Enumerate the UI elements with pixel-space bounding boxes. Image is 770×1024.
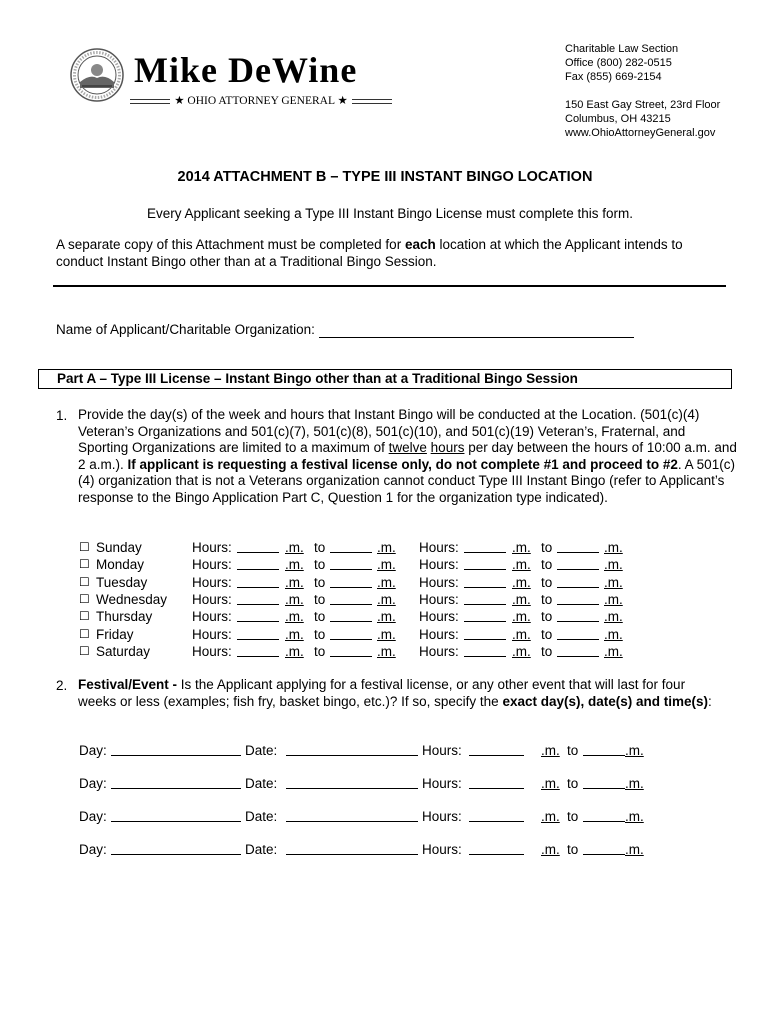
- to-label: to: [314, 574, 326, 590]
- hours-second-end-field[interactable]: [557, 626, 599, 640]
- separate-copy-after: location at which the Applicant intends to conduct Instant Bingo other than at a Traditional Bingo Session.: [56, 237, 683, 269]
- hours-first-start-field[interactable]: [237, 556, 279, 570]
- hours-second-end-field[interactable]: [557, 574, 599, 588]
- applicant-row: [56, 321, 634, 338]
- hours-second-start-field[interactable]: [464, 556, 506, 570]
- applicant-name-field[interactable]: [319, 323, 634, 338]
- item1-number: 1.: [56, 408, 68, 423]
- part-a-heading: Part A – Type III License – Instant Bingo other than at a Traditional Bingo Session: [38, 369, 732, 389]
- item2-body: Is the Applicant applying for a festival license, or any other event that will last for four weeks or less (examples; fish fry, basket bingo, etc.)? If so, specify the: [78, 677, 686, 709]
- event-date-field[interactable]: [286, 742, 418, 756]
- meridiem-label: .m.: [377, 626, 396, 642]
- meridiem-label: .m.: [377, 609, 396, 625]
- event-start-field[interactable]: [469, 742, 524, 756]
- day-label: Day:: [79, 776, 107, 791]
- date-label: Date:: [245, 743, 278, 758]
- hours-label: Hours:: [419, 609, 459, 625]
- to-label: to: [567, 809, 579, 824]
- event-end-field[interactable]: [583, 808, 625, 822]
- meridiem-label: .m.: [285, 609, 304, 625]
- day-label: Day:: [79, 842, 107, 857]
- to-label: to: [541, 591, 553, 607]
- day-row: [79, 556, 679, 573]
- day-label: Day:: [79, 809, 107, 824]
- hours-label: Hours:: [419, 626, 459, 642]
- date-label: Date:: [245, 842, 278, 857]
- meridiem-label: .m.: [625, 809, 644, 824]
- ohio-seal-icon: [70, 48, 124, 102]
- meridiem-label: .m.: [604, 557, 623, 573]
- meridiem-label: .m.: [604, 574, 623, 590]
- hours-second-start-field[interactable]: [464, 626, 506, 640]
- event-date-field[interactable]: [286, 775, 418, 789]
- hours-second-end-field[interactable]: [557, 591, 599, 605]
- meridiem-label: .m.: [377, 643, 396, 659]
- meridiem-label: .m.: [285, 643, 304, 659]
- contact-line: Office (800) 282-0515: [565, 57, 672, 69]
- event-start-field[interactable]: [469, 808, 524, 822]
- day-label: Thursday: [96, 609, 153, 625]
- meridiem-label: .m.: [625, 842, 644, 857]
- event-day-field[interactable]: [111, 775, 241, 789]
- hours-label: Hours:: [422, 776, 462, 791]
- day-checkbox[interactable]: ☐: [79, 557, 90, 572]
- day-row: [79, 539, 679, 556]
- hours-label: Hours:: [419, 643, 459, 659]
- item1-text-b: per day between the hours of 10:00 a.m. and 2 a.m.).: [78, 440, 737, 472]
- day-row: [79, 574, 679, 591]
- to-label: to: [314, 591, 326, 607]
- meridiem-label: .m.: [541, 743, 560, 758]
- contact-line: [565, 84, 720, 98]
- form-title: 2014 ATTACHMENT B – TYPE III INSTANT BINGO LOCATION: [177, 169, 593, 185]
- to-label: to: [567, 842, 579, 857]
- day-row: [79, 626, 679, 643]
- item2-number: 2.: [56, 678, 68, 693]
- item2-bold-tail: exact day(s), date(s) and time(s): [502, 693, 708, 709]
- to-label: to: [541, 626, 553, 642]
- item1-text-c: . A 501(c)(4) organization that is not a Veterans organization cannot conduct Type III Instant Bingo (refer to Applicant’s response to the Bingo Application Part C, Question 1 for the organization type indicated).: [78, 456, 735, 505]
- meridiem-label: .m.: [625, 743, 644, 758]
- to-label: to: [314, 643, 326, 659]
- hours-first-end-field[interactable]: [330, 574, 372, 588]
- day-checkbox[interactable]: ☐: [79, 609, 90, 624]
- to-label: to: [567, 776, 579, 791]
- logo-rule-right: [352, 99, 392, 104]
- intro-text: Every Applicant seeking a Type III Instant Bingo License must complete this form.: [147, 206, 633, 221]
- hours-label: Hours:: [192, 574, 232, 590]
- hours-label: Hours:: [419, 557, 459, 573]
- meridiem-label: .m.: [512, 574, 531, 590]
- item1-bold: If applicant is requesting a festival license only, do not complete #1 and proceed to #2: [127, 456, 678, 472]
- logo-subtitle: [130, 94, 392, 108]
- day-checkbox[interactable]: ☐: [79, 643, 90, 658]
- meridiem-label: .m.: [377, 574, 396, 590]
- item1-text-a: Provide the day(s) of the week and hours that Instant Bingo will be conducted at the Location. (501(c)(4) Veteran’s Organizations and 501(c)(7), 501(c)(8), 501(c)(10), and 501(c)(19) Veteran’s, Fraternal, and Sporting Organizations are limited to a maximum of: [78, 407, 700, 455]
- meridiem-label: .m.: [604, 540, 623, 555]
- hours-label: Hours:: [192, 557, 232, 573]
- meridiem-label: .m.: [285, 574, 304, 590]
- hours-second-start-field[interactable]: [464, 574, 506, 588]
- hours-first-end-field[interactable]: [330, 643, 372, 657]
- hours-first-start-field[interactable]: [237, 643, 279, 657]
- event-date-field[interactable]: [286, 841, 418, 855]
- separate-copy-before: A separate copy of this Attachment must be completed for: [56, 237, 405, 252]
- meridiem-label: .m.: [541, 776, 560, 791]
- event-start-field[interactable]: [469, 775, 524, 789]
- separate-copy-text: [56, 236, 716, 270]
- to-label: to: [541, 557, 553, 573]
- event-date-field[interactable]: [286, 808, 418, 822]
- hours-label: Hours:: [192, 540, 232, 555]
- meridiem-label: .m.: [541, 809, 560, 824]
- hours-second-start-field[interactable]: [464, 643, 506, 657]
- day-label: Tuesday: [96, 574, 148, 590]
- to-label: to: [314, 557, 326, 573]
- meridiem-label: .m.: [512, 540, 531, 555]
- hours-first-start-field[interactable]: [237, 608, 279, 622]
- to-label: to: [314, 626, 326, 642]
- applicant-label: Name of Applicant/Charitable Organization:: [56, 322, 315, 337]
- day-label: Wednesday: [96, 591, 168, 607]
- day-label: Day:: [79, 743, 107, 758]
- hours-first-start-field[interactable]: [237, 591, 279, 605]
- hours-label: Hours:: [419, 540, 459, 555]
- item2-text: [78, 677, 718, 710]
- hours-second-end-field[interactable]: [557, 556, 599, 570]
- meridiem-label: .m.: [541, 842, 560, 857]
- day-label: Friday: [96, 626, 134, 642]
- logo-rule-left: [130, 99, 170, 104]
- day-label: Saturday: [96, 643, 151, 659]
- day-checkbox[interactable]: ☐: [79, 626, 90, 641]
- event-row: [79, 841, 679, 858]
- date-label: Date:: [245, 809, 278, 824]
- event-end-field[interactable]: [583, 742, 625, 756]
- logo-subtitle-text: ★ OHIO ATTORNEY GENERAL ★: [174, 95, 348, 107]
- event-start-field[interactable]: [469, 841, 524, 855]
- event-day-field[interactable]: [111, 808, 241, 822]
- hours-first-end-field[interactable]: [330, 608, 372, 622]
- contact-line: Columbus, OH 43215: [565, 113, 671, 125]
- meridiem-label: .m.: [604, 643, 623, 659]
- meridiem-label: .m.: [285, 557, 304, 573]
- hours-label: Hours:: [192, 626, 232, 642]
- hours-first-end-field[interactable]: [330, 556, 372, 570]
- day-row: [79, 643, 679, 660]
- contact-link[interactable]: www.OhioAttorneyGeneral.gov: [565, 127, 716, 139]
- meridiem-label: .m.: [604, 609, 623, 625]
- item1-twelve: twelve: [388, 440, 427, 455]
- to-label: to: [314, 540, 326, 555]
- meridiem-label: .m.: [512, 591, 531, 607]
- logo-name: Mike DeWine: [134, 50, 358, 90]
- event-end-field[interactable]: [583, 775, 625, 789]
- hours-first-start-field[interactable]: [237, 626, 279, 640]
- to-label: to: [541, 574, 553, 590]
- day-label: Sunday: [96, 540, 142, 555]
- meridiem-label: .m.: [512, 557, 531, 573]
- contact-block: [565, 42, 720, 140]
- contact-line: Charitable Law Section: [565, 43, 679, 55]
- to-label: to: [314, 609, 326, 625]
- hours-first-start-field[interactable]: [237, 539, 279, 553]
- hours-first-end-field[interactable]: [330, 626, 372, 640]
- event-row: [79, 742, 679, 759]
- to-label: to: [541, 643, 553, 659]
- meridiem-label: .m.: [285, 540, 304, 555]
- event-row: [79, 808, 679, 825]
- to-label: to: [567, 743, 579, 758]
- hours-label: Hours:: [419, 591, 459, 607]
- hours-second-end-field[interactable]: [557, 643, 599, 657]
- separate-copy-bold: each: [404, 237, 436, 252]
- day-row: [79, 591, 679, 608]
- item1-text: [78, 407, 738, 506]
- meridiem-label: .m.: [285, 626, 304, 642]
- meridiem-label: .m.: [604, 626, 623, 642]
- meridiem-label: .m.: [377, 540, 396, 555]
- contact-line: 150 East Gay Street, 23rd Floor: [565, 99, 721, 111]
- hours-second-start-field[interactable]: [464, 591, 506, 605]
- event-row: [79, 775, 679, 792]
- hours-label: Hours:: [192, 591, 232, 607]
- to-label: to: [541, 609, 553, 625]
- meridiem-label: .m.: [377, 557, 396, 573]
- hours-label: Hours:: [422, 842, 462, 857]
- hours-first-start-field[interactable]: [237, 574, 279, 588]
- meridiem-label: .m.: [285, 591, 304, 607]
- hours-label: Hours:: [192, 643, 232, 659]
- to-label: to: [541, 540, 553, 555]
- item1-hours: hours: [430, 440, 465, 455]
- hours-label: Hours:: [422, 809, 462, 824]
- meridiem-label: .m.: [604, 591, 623, 607]
- date-label: Date:: [245, 776, 278, 791]
- day-checkbox[interactable]: ☐: [79, 540, 90, 554]
- meridiem-label: .m.: [377, 591, 396, 607]
- hours-label: Hours:: [422, 743, 462, 758]
- day-row: [79, 608, 679, 625]
- divider: [53, 285, 726, 287]
- hours-label: Hours:: [419, 574, 459, 590]
- day-checkbox[interactable]: ☐: [79, 591, 90, 606]
- hours-second-end-field[interactable]: [557, 539, 599, 553]
- item2-bold-lead: Festival/Event -: [78, 677, 178, 692]
- hours-second-start-field[interactable]: [464, 539, 506, 553]
- day-checkbox[interactable]: ☐: [79, 574, 90, 589]
- meridiem-label: .m.: [512, 609, 531, 625]
- hours-first-end-field[interactable]: [330, 591, 372, 605]
- meridiem-label: .m.: [512, 643, 531, 659]
- event-end-field[interactable]: [583, 841, 625, 855]
- contact-line: Fax (855) 669-2154: [565, 71, 662, 83]
- meridiem-label: .m.: [512, 626, 531, 642]
- item2-colon: :: [708, 693, 712, 709]
- event-day-field[interactable]: [111, 841, 241, 855]
- hours-second-end-field[interactable]: [557, 608, 599, 622]
- hours-label: Hours:: [192, 609, 232, 625]
- hours-second-start-field[interactable]: [464, 608, 506, 622]
- day-label: Monday: [96, 557, 145, 573]
- meridiem-label: .m.: [625, 776, 644, 791]
- event-day-field[interactable]: [111, 742, 241, 756]
- hours-first-end-field[interactable]: [330, 539, 372, 553]
